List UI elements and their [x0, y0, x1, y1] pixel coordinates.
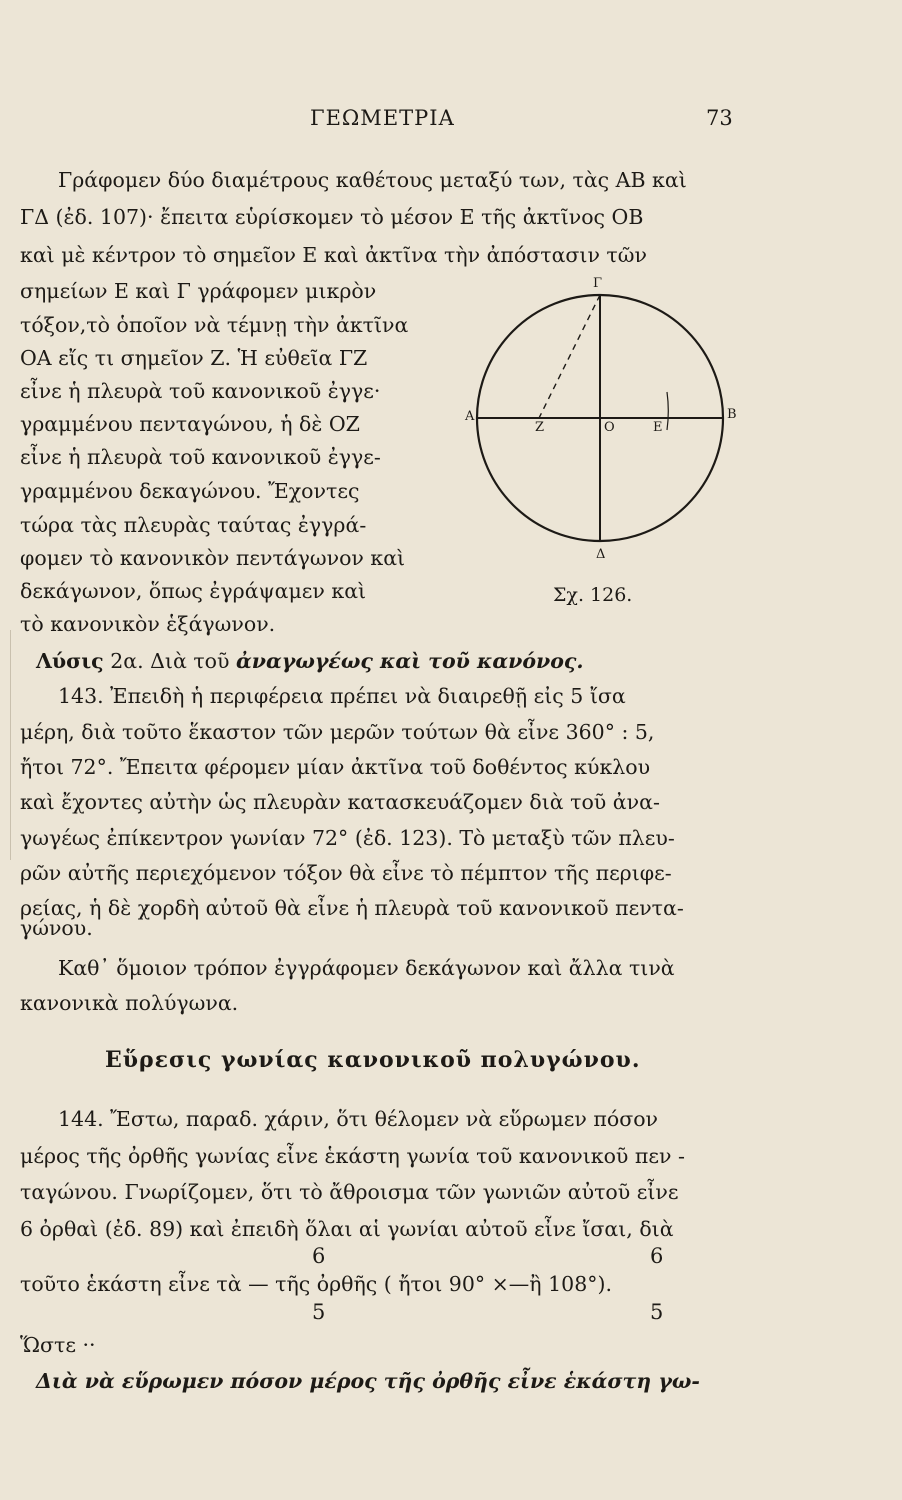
text-line: ΟΑ εἴς τι σημεῖον Ζ. Ἡ εὐθεῖα ΓΖ: [20, 346, 368, 370]
text-line: εἶνε ἡ πλευρὰ τοῦ κανονικοῦ ἐγγε-: [20, 445, 381, 469]
text-line: δεκάγωνον, ὅπως ἐγράψαμεν καὶ: [20, 579, 367, 603]
text-line: φομεν τὸ κανονικὸν πεντάγωνον καὶ: [20, 546, 406, 570]
text-line: γραμμένου δεκαγώνου. Ἔχοντες: [20, 479, 360, 503]
text-line: ταγώνου. Γνωρίζομεν, ὅτι τὸ ἄθροισμα τῶν γωνιῶν αὐτοῦ εἶνε: [20, 1180, 679, 1204]
text-line: τὸ κανονικὸν ἑξάγωνον.: [20, 612, 276, 636]
text-line: καὶ μὲ κέντρον τὸ σημεῖον Ε καὶ ἀκτῖνα τὴν ἀπόστασιν τῶν: [20, 243, 647, 267]
text-line: γώνου.: [20, 916, 93, 940]
text-line: γωγέως ἐπίκεντρον γωνίαν 72° (ἐδ. 123). Τὸ μεταξὺ τῶν πλευ-: [20, 826, 675, 850]
text-line: Γράφομεν δύο διαμέτρους καθέτους μεταξύ των, τὰς ΑΒ καὶ: [58, 168, 687, 192]
fraction-text-line: τοῦτο ἑκάστη εἶνε τὰ — τῆς ὀρθῆς ( ἤτοι 90° ×—ἢ 108°).: [20, 1272, 612, 1296]
solution-number: 2α.: [110, 649, 144, 673]
figure-caption: Σχ. 126.: [553, 584, 633, 606]
label-omicron: Ο: [604, 420, 615, 435]
solution-lead: Λύσις: [36, 649, 104, 673]
label-gamma: Γ: [593, 276, 603, 291]
italic-line: Διὰ νὰ εὕρωμεν πόσον μέρος τῆς ὀρθῆς εἶνε ἑκάστη γω-: [36, 1369, 700, 1393]
text-line: ρῶν αὐτῆς περιεχόμενον τόξον θὰ εἶνε τὸ πέμπτον τῆς περιφε-: [20, 861, 672, 885]
fraction-denominator: 5: [312, 1300, 326, 1324]
section-heading: Εὕρεσις γωνίας κανονικοῦ πολυγώνου.: [105, 1047, 641, 1073]
page-number: 73: [706, 106, 733, 130]
text-line: ΓΔ (ἐδ. 107)· ἔπειτα εὑρίσκομεν τὸ μέσον Ε τῆς ἀκτῖνος ΟΒ: [20, 205, 644, 229]
text-line: σημείων Ε καὶ Γ γράφομεν μικρὸν: [20, 279, 377, 303]
running-header-title: ΓΕΩΜΕΤΡΙΑ: [310, 106, 455, 130]
fraction-numerator: 6: [650, 1244, 664, 1268]
text-line: 6 ὀρθαὶ (ἐδ. 89) καὶ ἐπειδὴ ὅλαι αἱ γωνίαι αὐτοῦ εἶνε ἴσαι, διὰ: [20, 1217, 674, 1241]
solution-line: [36, 651, 584, 672]
text-line: κανονικὰ πολύγωνα.: [20, 991, 239, 1015]
solution-emphasis: ἀναγωγέως καὶ τοῦ κανόνος.: [236, 649, 584, 673]
label-epsilon: Ε: [653, 420, 663, 435]
fraction-numerator: 6: [312, 1244, 326, 1268]
label-delta: Δ: [596, 547, 606, 562]
text-line: 143. Ἐπειδὴ ἡ περιφέρεια πρέπει νὰ διαιρεθῇ εἰς 5 ἴσα: [58, 684, 626, 708]
text-line: καὶ ἔχοντες αὐτὴν ὡς πλευρὰν κατασκευάζομεν διὰ τοῦ ἀνα-: [20, 790, 660, 814]
text-line: Καθ᾽ ὅμοιον τρόπον ἐγγράφομεν δεκάγωνον καὶ ἄλλα τινὰ: [58, 956, 675, 980]
fraction-denominator: 5: [650, 1300, 664, 1324]
segment-GZ: [539, 295, 600, 418]
text-line: μέρη, διὰ τοῦτο ἕκαστον τῶν μερῶν τούτων θὰ εἶνε 360° : 5,: [20, 720, 655, 744]
margin-rule: [10, 630, 11, 860]
text-line: Ὥστε ··: [20, 1333, 96, 1357]
text-line: εἶνε ἡ πλευρὰ τοῦ κανονικοῦ ἐγγε·: [20, 379, 381, 403]
label-alpha: Α: [465, 409, 475, 424]
arc-tick-E: [667, 392, 668, 430]
label-beta: Β: [727, 407, 737, 422]
text-line: μέρος τῆς ὀρθῆς γωνίας εἶνε ἑκάστη γωνία τοῦ κανονικοῦ πεν -: [20, 1144, 685, 1168]
text-line: ρείας, ἡ δὲ χορδὴ αὐτοῦ θὰ εἶνε ἡ πλευρὰ τοῦ κανονικοῦ πεντα-: [20, 896, 684, 920]
text-line: τώρα τὰς πλευρὰς ταύτας ἐγγρά-: [20, 513, 367, 537]
label-zeta: Ζ: [535, 420, 545, 435]
text-line: 144. Ἔστω, παραδ. χάριν, ὅτι θέλομεν νὰ εὕρωμεν πόσον: [58, 1107, 659, 1131]
text-line: τόξον,τὸ ὁποῖον νὰ τέμνῃ τὴν ἀκτῖνα: [20, 313, 409, 337]
text-line: γραμμένου πενταγώνου, ἡ δὲ ΟΖ: [20, 412, 360, 436]
solution-plain: Διὰ τοῦ: [150, 649, 230, 673]
text-line: ἤτοι 72°. Ἔπειτα φέρομεν μίαν ἀκτῖνα τοῦ δοθέντος κύκλου: [20, 755, 651, 779]
